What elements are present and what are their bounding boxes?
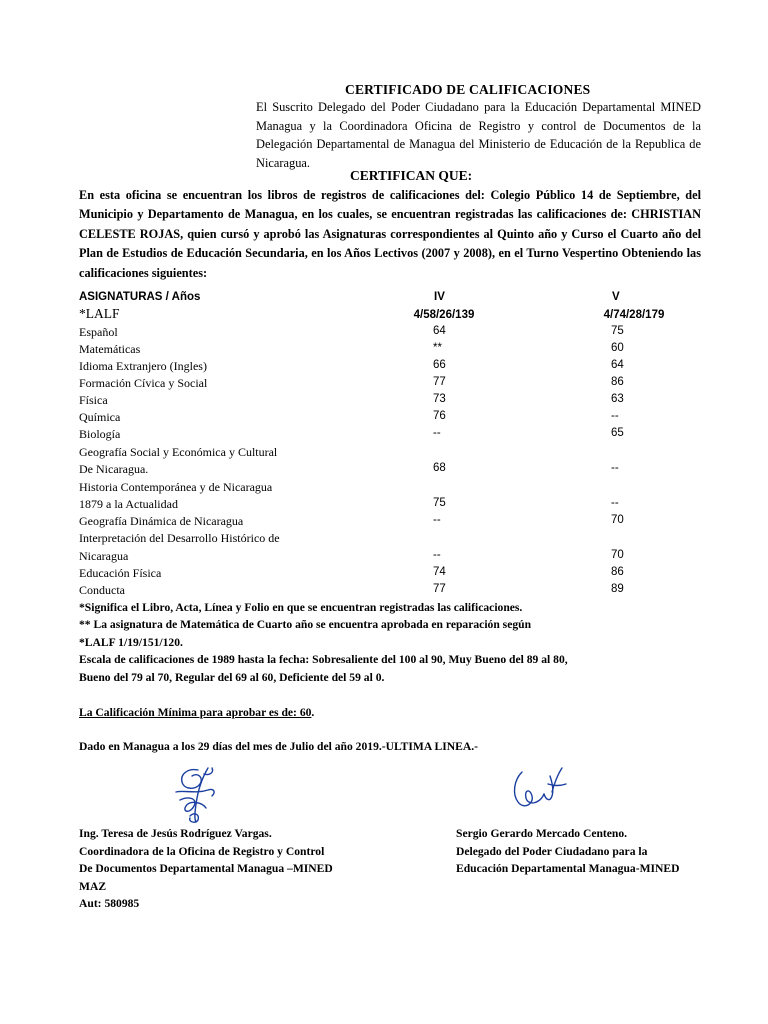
grade-v: 89: [611, 583, 624, 595]
table-row: [79, 531, 719, 548]
subject-name: Biología: [79, 427, 121, 441]
lalf-v: 4/74/28/179: [603, 309, 665, 321]
left-signatory-title-1: Coordinadora de la Oficina de Registro y Control: [79, 844, 325, 858]
right-signature-image: [508, 764, 570, 816]
subject-name: Formación Cívica y Social: [79, 376, 208, 390]
table-row: [79, 480, 719, 497]
grade-v: 70: [611, 549, 624, 561]
note-grade-scale-1: Escala de calificaciones de 1989 hasta la fecha: Sobresaliente del 100 al 90, Muy Bueno del 89 al 80,: [79, 653, 568, 666]
right-signatory-title-2: Educación Departamental Managua-MINED: [456, 862, 680, 875]
right-signatory-title-1: Delegado del Poder Ciudadano para la: [456, 844, 648, 858]
grade-v: 60: [611, 342, 624, 354]
lalf-label: *LALF: [79, 306, 120, 321]
grade-iv: **: [433, 342, 442, 354]
subject-name: Nicaragua: [79, 549, 129, 563]
grade-v: --: [611, 497, 619, 509]
grade-v: 64: [611, 359, 624, 371]
grade-v: 75: [611, 325, 624, 337]
note-math-repair: ** La asignatura de Matemática de Cuarto año se encuentra aprobada en reparación según: [79, 618, 532, 631]
subject-name: Matemáticas: [79, 342, 141, 356]
subject-name: Educación Física: [79, 566, 162, 580]
left-signatory: [79, 825, 333, 913]
table-row: [79, 410, 719, 427]
grade-iv: 68: [433, 462, 446, 474]
table-row: [79, 359, 719, 376]
table-row: [79, 566, 719, 583]
left-signatory-title-2: De Documentos Departamental Managua –MINED: [79, 862, 333, 875]
grade-v: --: [611, 410, 619, 422]
table-row: [79, 393, 719, 410]
right-signatory: [456, 825, 680, 878]
grade-v: 63: [611, 393, 624, 405]
grade-v: 86: [611, 566, 624, 578]
subject-name: Física: [79, 393, 108, 407]
grade-iv: 75: [433, 497, 446, 509]
subject-name: Geografía Dinámica de Nicaragua: [79, 514, 244, 528]
intro-paragraph: [256, 98, 701, 172]
grade-iv: 73: [433, 393, 446, 405]
subject-name: Geografía Social y Económica y Cultural: [79, 445, 278, 459]
subject-name: Interpretación del Desarrollo Histórico de: [79, 531, 280, 545]
grade-iv: 77: [433, 376, 446, 388]
subject-name: Química: [79, 410, 121, 424]
note-lalf-ref: *LALF 1/19/151/120.: [79, 636, 183, 649]
note-grade-scale-2: Bueno del 79 al 70, Regular del 69 al 60, Deficiente del 59 al 0.: [79, 671, 385, 684]
grade-v: --: [611, 462, 619, 474]
table-row: [79, 497, 719, 514]
left-signatory-maz: MAZ: [79, 879, 107, 893]
grade-iv: 77: [433, 583, 446, 595]
body-text: En esta oficina se encuentran los libros de registros de calificaciones del: Colegio Público 14 de Septiembre, del Municipio y Departamento de Managua, en los cuales, se encuentran registradas las calificaciones de: CHRISTIAN CELESTE ROJAS, quien cursó y aprobó las Asignaturas correspondientes al Quinto año y Curso el Cuarto año del Plan de Estudios de Educación Secundaria, en los Años Lectivos (2007 y 2008), en el Turno Vespertino Obteniendo las calificaciones siguientes:: [79, 188, 701, 280]
lalf-iv: 4/58/26/139: [413, 309, 475, 321]
grade-v: 70: [611, 514, 624, 526]
grade-iv: 66: [433, 359, 446, 371]
left-signatory-auth: Aut: 580985: [79, 897, 140, 910]
table-row: [79, 514, 719, 531]
header-subjects: ASIGNATURAS / Años: [79, 291, 201, 303]
minimum-grade-period: .: [311, 706, 315, 719]
left-signature-image: [168, 764, 224, 826]
grade-iv: 76: [433, 410, 446, 422]
table-row: [79, 376, 719, 393]
table-row: [79, 445, 719, 462]
grade-iv: --: [433, 549, 441, 561]
table-row: [79, 427, 719, 444]
minimum-grade-text: La Calificación Mínima para aprobar es de: 60: [79, 706, 312, 719]
table-row: [79, 549, 719, 566]
table-row: [79, 462, 719, 479]
header-year-iv: IV: [434, 291, 445, 303]
subject-name: Idioma Extranjero (Ingles): [79, 359, 207, 373]
body-paragraph: [79, 186, 701, 283]
issued-date-line: Dado en Managua a los 29 días del mes de Julio del año 2019.-ULTIMA LINEA.-: [79, 740, 478, 753]
minimum-grade-line: [79, 706, 314, 719]
certify-heading: CERTIFICAN QUE:: [350, 168, 473, 183]
note-lalf-meaning: *Significa el Libro, Acta, Línea y Folio en que se encuentran registradas las calificaciones.: [79, 601, 523, 614]
grade-iv: --: [433, 514, 441, 526]
header-year-v: V: [612, 291, 620, 303]
right-signatory-name: Sergio Gerardo Mercado Centeno.: [456, 827, 628, 840]
document-title: CERTIFICADO DE CALIFICACIONES: [345, 82, 591, 97]
grade-iv: --: [433, 427, 441, 439]
subject-name: Español: [79, 325, 118, 339]
table-row: [79, 342, 719, 359]
grade-iv: 74: [433, 566, 446, 578]
subject-name: 1879 a la Actualidad: [79, 497, 178, 511]
table-row: [79, 325, 719, 342]
grade-iv: 64: [433, 325, 446, 337]
subject-name: Conducta: [79, 583, 125, 597]
grade-v: 86: [611, 376, 624, 388]
grade-v: 65: [611, 427, 624, 439]
lalf-row: [79, 306, 719, 326]
intro-text: El Suscrito Delegado del Poder Ciudadano para la Educación Departamental MINED Managua y la Coordinadora Oficina de Registro y control de Documentos de la Delegación Departamental de Managua del Ministerio de Educación de la Republica de Nicaragua.: [256, 100, 701, 170]
subject-name: De Nicaragua.: [79, 462, 149, 476]
left-signatory-name: Ing. Teresa de Jesús Rodríguez Vargas.: [79, 827, 272, 840]
table-row: [79, 583, 719, 600]
subject-name: Historia Contemporánea y de Nicaragua: [79, 480, 273, 494]
